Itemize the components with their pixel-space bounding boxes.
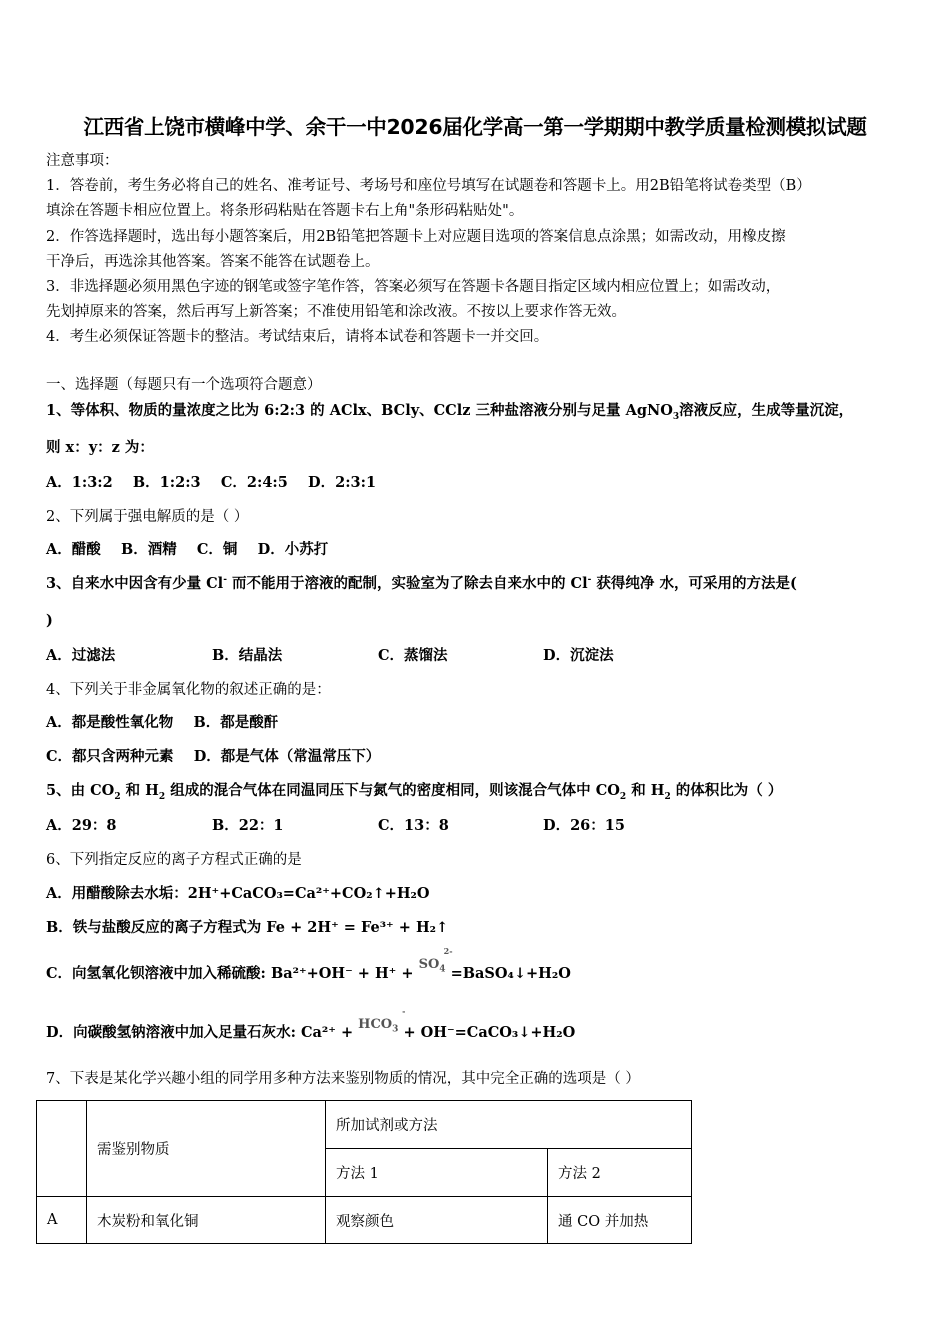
question-1-options: A．1:3:2 B．1:2:3 C．2:4:5 D．2:3:1 [46, 474, 377, 491]
note-2b: 干净后，再选涂其他答案。答案不能答在试题卷上。 [46, 254, 380, 270]
note-4: 4．考生必须保证答题卡的整洁。考试结束后，请将本试卷和答题卡一并交回。 [46, 329, 549, 345]
page-title: 江西省上饶市横峰中学、余干一中2026届化学高一第一学期期中教学质量检测模拟试题 [83, 115, 867, 139]
note-3b: 先划掉原来的答案，然后再写上新答案；不准使用铅笔和涂改液。不按以上要求作答无效。 [46, 304, 626, 320]
question-2-stem: 2、下列属于强电解质的是（ ） [46, 509, 249, 525]
question-4-options-ab: A．都是酸性氧化物 B．都是酸酐 [46, 714, 279, 731]
question-5-option-b: B．22：1 [212, 817, 284, 834]
note-3a: 3．非选择题必须用黑色字迹的钢笔或签字笔作答，答案必须写在答题卡各题目指定区域内相应位置上；如需改动， [46, 279, 781, 295]
question-6-option-c: C．向氢氧化钡溶液中加入稀硫酸: $Ba^{2+}+OH^- + H^+ + SO_4$ 2- =BaSO₄↓+H₂O [46, 946, 571, 982]
question-7-stem: 7、下表是某化学兴趣小组的同学用多种方法来鉴别物质的情况，其中完全正确的选项是（ ） [46, 1071, 640, 1087]
table-header-method-1: 方法 1 [326, 1149, 548, 1197]
question-6-option-a: A．用醋酸除去水垢：2H⁺+CaCO₃=Ca²⁺+CO₂↑+H₂O [46, 885, 430, 902]
row-method-2: 通 CO 并加热 [548, 1197, 692, 1244]
question-1-stem-cont: 则 x：y：z 为： [46, 439, 154, 456]
table-header-methods: 所加试剂或方法 [326, 1101, 692, 1149]
sulfate-ion-image: $SO_4$ 2- [418, 946, 453, 975]
question-3-option-b: B．结晶法 [212, 647, 283, 664]
question-5-option-d: D．26：15 [543, 817, 625, 834]
table-corner-cell [37, 1101, 87, 1197]
question-6-stem: 6、下列指定反应的离子方程式正确的是 [46, 852, 302, 868]
question-2-options: A．醋酸 B．酒精 C．铜 D．小苏打 [46, 541, 329, 558]
note-2a: 2．作答选择题时，选出每小题答案后，用2B铅笔把答题卡上对应题目选项的答案信息点涂黑；如需改动，用橡皮擦 [46, 229, 786, 245]
question-5-option-a: A．29：8 [46, 817, 117, 834]
note-1a: 1．答卷前，考生务必将自己的姓名、准考证号、考场号和座位号填写在试题卷和答题卡上。用2B铅笔将试卷类型（B） [46, 178, 811, 194]
question-3-option-c: C．蒸馏法 [378, 647, 448, 664]
notes-heading: 注意事项： [46, 153, 119, 169]
question-1-stem: 1、等体积、物质的量浓度之比为 6:2:3 的 AClx、BCly、CClz 三种盐溶液分别与足量 AgNO$_3$溶液反应，生成等量沉淀， [46, 402, 854, 422]
question-3-stem: 3、自来水中因含有少量 Cl- 而不能用于溶液的配制，实验室为了除去自来水中的 Cl- 获得纯净 水，可采用的方法是( [46, 575, 797, 592]
note-1b: 填涂在答题卡相应位置上。将条形码粘贴在答题卡右上角"条形码粘贴处"。 [46, 203, 524, 219]
row-substance: 木炭粉和氧化铜 [87, 1197, 326, 1244]
question-7-table [36, 1100, 692, 1244]
row-method-1: 观察颜色 [326, 1197, 548, 1244]
question-3-option-d: D．沉淀法 [543, 647, 614, 664]
bicarbonate-ion-image: $HCO_3$ - [358, 1006, 406, 1035]
question-4-options-cd: C．都只含两种元素 D．都是气体（常温常压下） [46, 748, 381, 765]
row-label: A [37, 1197, 87, 1244]
table-header-method-2: 方法 2 [548, 1149, 692, 1197]
question-3-stem-cont: ) [46, 612, 53, 629]
question-5-option-c: C．13：8 [378, 817, 449, 834]
question-4-stem: 4、下列关于非金属氧化物的叙述正确的是： [46, 682, 331, 698]
question-6-option-b: B．铁与盐酸反应的离子方程式为 Fe + 2H⁺ = Fe³⁺ + H₂↑ [46, 919, 449, 936]
table-row [37, 1197, 692, 1244]
question-6-option-d: D．向碳酸氢钠溶液中加入足量石灰水: $Ca^{2+} + HCO_3$ - + OH⁻=CaCO₃↓+H₂O [46, 1006, 576, 1041]
section-heading: 一、选择题（每题只有一个选项符合题意） [46, 377, 322, 393]
question-5-stem: 5、由 $CO_2$ 和 $H_2$ 组成的混合气体在同温同压下与氮气的密度相同，则该混合气体中 $CO_2$ 和 $H_2$ 的体积比为（ ） [46, 782, 783, 802]
table-header-substance: 需鉴别物质 [87, 1101, 326, 1197]
question-3-option-a: A．过滤法 [46, 647, 116, 664]
